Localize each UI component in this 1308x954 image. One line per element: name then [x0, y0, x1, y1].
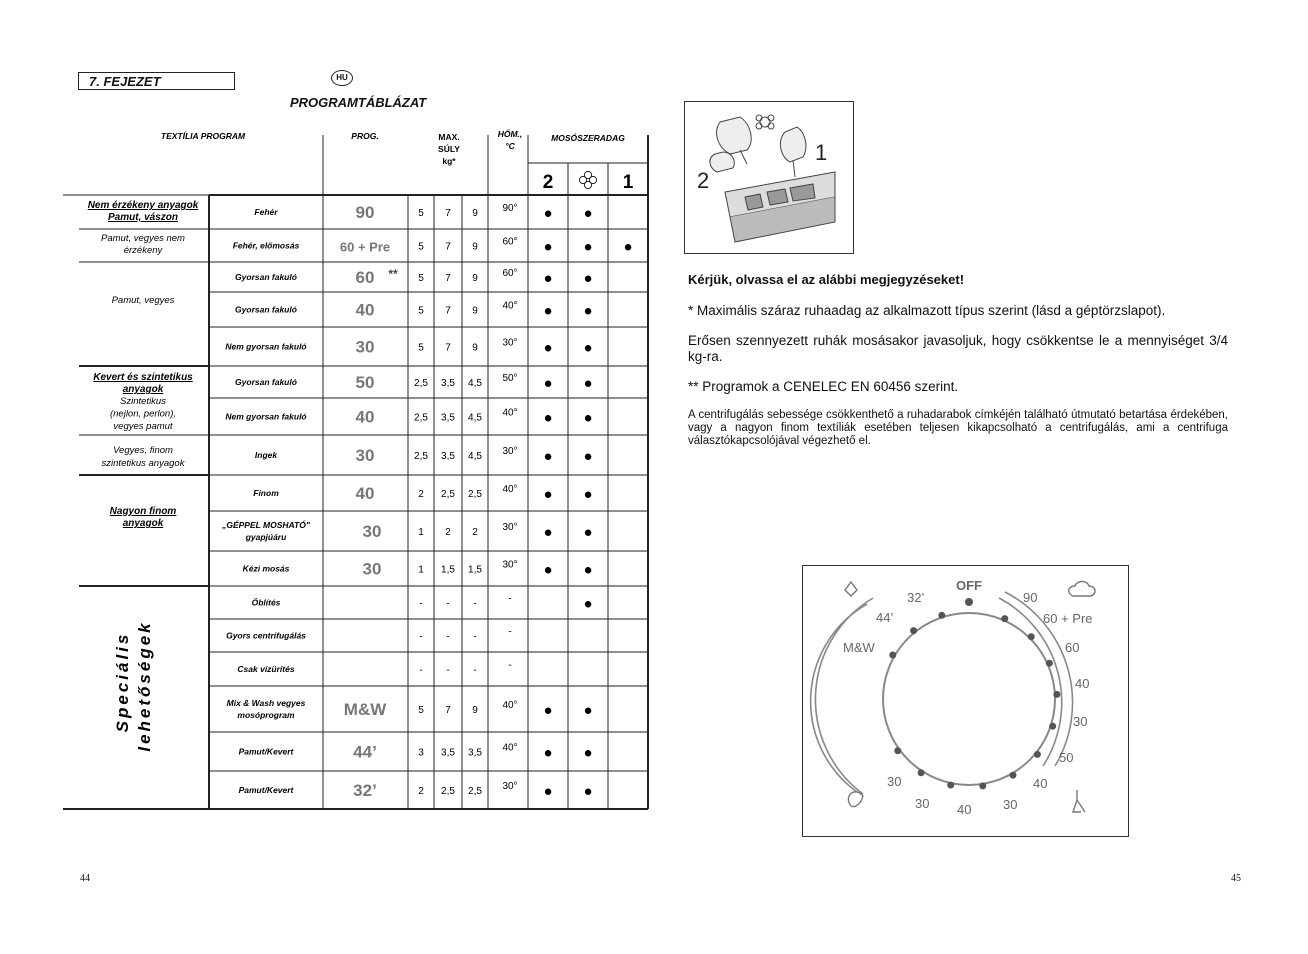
max-weight: 7 [445, 342, 451, 354]
table-title: PROGRAMTÁBLÁZAT [290, 95, 427, 110]
note-heavily-soiled: Erősen szennyezett ruhák mosásakor javasoljuk, hogy csökkentse le a mennyiséget 3/4 kg-ra. [688, 333, 1228, 364]
group-label: Pamut, vegyes [111, 295, 175, 306]
group-label: érzékeny [123, 245, 163, 256]
detergent-dot: ● [583, 270, 593, 287]
temperature: 30° [502, 559, 518, 571]
dial-program-label: 40 [957, 802, 972, 817]
detergent-dot: ● [583, 486, 593, 503]
detergent-dot: ● [583, 524, 593, 541]
group-label-special: Speciális [113, 631, 132, 733]
detergent-dot: ● [543, 238, 553, 256]
temperature: 90° [502, 203, 518, 214]
program-number: 32’ [353, 781, 377, 800]
max-weight: - [419, 665, 423, 676]
max-weight: - [473, 598, 477, 610]
program-name: Nem gyorsan fakuló [225, 411, 307, 422]
temperature: - [508, 593, 512, 605]
program-number: 30 [362, 522, 382, 541]
max-weight: 7 [445, 705, 451, 716]
dial-program-label: 44’ [876, 610, 894, 625]
program-name: Pamut/Kevert [238, 746, 294, 757]
group-label: anyagok [122, 384, 164, 395]
note-spin-speed: A centrifugálás sebessége csökkenthető a ruhadarabok címkéjén található útmutató betartása érdekében, vagy a nagyon finom textíliák esetében teljesen kikapcsolható a centrifugálás, ami a centrifuga választókapcsolójával végezhető el. [688, 409, 1228, 447]
max-weight: 4,5 [468, 412, 482, 424]
detergent-dot: ● [583, 409, 593, 427]
group-label: szintetikus anyagok [101, 458, 185, 469]
dial-position-dot [1046, 660, 1053, 667]
detergent-dot: ● [583, 205, 593, 222]
program-name: Gyorsan fakuló [235, 272, 297, 282]
max-weight: 2,5 [414, 412, 428, 424]
max-weight: 4,5 [468, 451, 482, 462]
max-weight: 2 [418, 489, 424, 500]
dial-program-label: 40 [1033, 776, 1048, 791]
program-number: 30 [355, 337, 375, 357]
max-weight: 7 [445, 208, 451, 219]
detergent-dot: ● [583, 448, 593, 465]
detergent-dot: ● [583, 302, 593, 320]
temperature: 30° [502, 446, 518, 457]
max-weight: 5 [418, 273, 424, 284]
detergent-dot: ● [543, 744, 553, 762]
note-max-load: * Maximális száraz ruhaadag az alkalmazott típus szerint (lásd a géptörzslapot). [688, 303, 1166, 318]
max-weight: 3 [418, 747, 424, 759]
notes-heading: Kérjük, olvassa el az alábbi megjegyzéseket! [688, 272, 965, 287]
header-detergent: MOSÓSZERADAG [551, 133, 625, 143]
temperature: 40° [502, 700, 518, 711]
temperature: 50° [502, 373, 518, 384]
temperature: 40° [502, 300, 518, 312]
program-selector-dial [802, 565, 1129, 837]
max-weight: 1 [418, 564, 424, 576]
dial-position-dot [894, 747, 901, 754]
prewash-icon [845, 582, 857, 596]
detergent-dot: ● [543, 375, 553, 392]
max-weight: 7 [445, 305, 451, 317]
max-weight: 2,5 [468, 489, 482, 500]
program-number: 60 + Pre [339, 239, 391, 255]
program-name: mosóprogram [237, 710, 295, 720]
max-weight: - [446, 631, 450, 643]
group-label-special: lehetőségek [135, 620, 154, 752]
detergent-dot: ● [543, 205, 553, 222]
group-label: Vegyes, finom [113, 445, 173, 456]
dispenser-label-1: 1 [815, 140, 828, 165]
header-temp: °C [505, 141, 515, 151]
dial-off-label: OFF [956, 578, 982, 593]
dial-position-dot [1049, 723, 1056, 730]
program-number: M&W [343, 700, 387, 719]
max-weight: 9 [472, 208, 478, 219]
max-weight: 5 [418, 305, 424, 317]
group-label: Pamut, vegyes nem [101, 233, 185, 244]
detergent-dot: ● [543, 783, 553, 800]
group-label: Nagyon finom [109, 506, 177, 517]
dial-program-label: M&W [843, 640, 875, 655]
max-weight: 3,5 [441, 412, 455, 424]
program-name: Finom [253, 488, 279, 498]
leaf-icon [848, 792, 863, 807]
temperature: - [508, 626, 512, 638]
max-weight: 2 [418, 786, 424, 797]
detergent-dot: ● [583, 783, 593, 800]
max-weight: 5 [418, 241, 424, 253]
detergent-dot: ● [543, 339, 553, 357]
temperature: 60° [502, 268, 518, 279]
flask-icon [1073, 790, 1085, 812]
max-weight: 2 [472, 527, 478, 538]
notes-section [688, 272, 1228, 462]
dial-program-label: 30 [915, 796, 930, 811]
group-label: Kevert és szintetikus [93, 372, 193, 383]
detergent-dot: ● [583, 744, 593, 762]
detergent-dot: ● [583, 561, 593, 579]
max-weight: - [419, 598, 423, 610]
program-number: 40 [355, 407, 375, 427]
detergent-dot: ● [543, 486, 553, 503]
group-label: vegyes pamut [113, 421, 173, 432]
max-weight: 2,5 [414, 378, 428, 389]
detergent-dot: ● [583, 375, 593, 392]
max-weight: 9 [472, 705, 478, 716]
temperature: - [508, 660, 512, 671]
flower-icon [579, 171, 596, 188]
dial-program-label: 30 [1073, 714, 1088, 729]
dial-position-dot [979, 782, 986, 789]
dial-program-label: 60 [1065, 640, 1080, 655]
program-name: Pamut/Kevert [238, 785, 294, 795]
program-name: Ingek [254, 450, 278, 460]
page-number-right: 45 [1231, 873, 1241, 884]
max-weight: 3,5 [468, 747, 482, 759]
program-name: gyapjúáru [245, 532, 287, 542]
group-label: anyagok [122, 518, 164, 529]
detergent-dot: ● [623, 238, 633, 256]
max-weight: 2,5 [441, 786, 455, 797]
temperature: 40° [502, 484, 518, 495]
detergent-dot: ● [543, 702, 553, 719]
max-weight: 3,5 [441, 378, 455, 389]
program-name: Nem gyorsan fakuló [225, 341, 307, 352]
dial-position-dot [918, 769, 925, 776]
dial-position-dot [889, 652, 896, 659]
max-weight: 5 [418, 208, 424, 219]
detergent-dot: ● [543, 561, 553, 579]
program-name: Gyorsan fakuló [235, 377, 297, 387]
max-weight: 1,5 [441, 564, 455, 576]
program-number: 50 [355, 373, 375, 392]
program-name: „GÉPPEL MOSHATÓ" [222, 520, 310, 530]
dial-position-dot [1001, 615, 1008, 622]
header-textile: TEXTÍLIA PROGRAM [160, 131, 246, 141]
program-name: Mix & Wash vegyes [226, 698, 306, 708]
language-badge: HU [331, 70, 353, 86]
dial-program-label: 32’ [907, 590, 925, 605]
note-cenelec: ** Programok a CENELEC EN 60456 szerint. [688, 379, 959, 394]
program-name: Fehér [254, 207, 278, 217]
program-number: 44’ [353, 742, 377, 762]
temperature: 60° [502, 236, 518, 248]
dial-program-label: 90 [1023, 590, 1038, 605]
detergent-dot: ● [583, 238, 593, 256]
max-weight: 9 [472, 342, 478, 354]
max-weight: 9 [472, 273, 478, 284]
temperature: 30° [502, 337, 518, 349]
detergent-dot: ● [583, 595, 593, 613]
header-prog: PROG. [351, 131, 379, 141]
group-label: Pamut, vászon [107, 212, 179, 223]
program-footnote-mark: ** [388, 267, 398, 281]
group-label: Nem érzékeny anyagok [87, 200, 199, 211]
group-label: Szintetikus [120, 396, 166, 407]
program-number: 60 [355, 268, 375, 287]
max-weight: - [473, 665, 477, 676]
max-weight: 5 [418, 342, 424, 354]
max-weight: 2 [445, 527, 451, 538]
dial-program-label: 50 [1059, 750, 1074, 765]
program-number: 40 [355, 300, 375, 320]
program-name: Kézi mosás [242, 563, 290, 574]
max-weight: 2,5 [441, 489, 455, 500]
max-weight: 7 [445, 273, 451, 284]
max-weight: 7 [445, 241, 451, 253]
detergent-dot: ● [543, 448, 553, 465]
program-table [0, 0, 660, 820]
dial-position-dot [1034, 751, 1041, 758]
page-number-left: 44 [80, 873, 90, 884]
program-number: 90 [355, 203, 375, 222]
dial-program-label: 40 [1075, 676, 1090, 691]
program-name: Gyorsan fakuló [235, 304, 297, 315]
max-weight: 2,5 [468, 786, 482, 797]
header-max: MAX. [438, 132, 460, 142]
max-weight: 1 [418, 527, 424, 538]
header-max: SÚLY [438, 144, 460, 154]
max-weight: 2,5 [414, 451, 428, 462]
dial-position-dot [1010, 772, 1017, 779]
dial-program-label: 60 + Pre [1043, 611, 1093, 626]
dial-program-label: 30 [887, 774, 902, 789]
temperature: 30° [502, 781, 518, 792]
header-compartment-2: 2 [542, 172, 554, 193]
dial-program-label: 30 [1003, 797, 1018, 812]
program-name: Csak vízürítés [237, 664, 295, 674]
max-weight: - [473, 631, 477, 643]
dial-position-dot [947, 782, 954, 789]
dial-position-dot [1028, 633, 1035, 640]
dial-position-dot [938, 612, 945, 619]
detergent-dot: ● [583, 339, 593, 357]
detergent-dot: ● [543, 270, 553, 287]
detergent-dot: ● [543, 409, 553, 427]
dispenser-label-2: 2 [697, 168, 710, 193]
max-weight: - [446, 598, 450, 610]
program-name: Öblítés [251, 597, 281, 608]
header-compartment-1: 1 [622, 172, 634, 193]
program-name: Gyors centrifugálás [226, 630, 306, 641]
max-weight: 1,5 [468, 564, 482, 576]
dial-position-dot [910, 627, 917, 634]
group-label: (nejlon, perlon), [109, 408, 177, 420]
program-name: Fehér, előmosás [232, 240, 300, 251]
detergent-dispenser-illustration [684, 101, 854, 254]
max-weight: 9 [472, 305, 478, 317]
max-weight: 3,5 [441, 747, 455, 759]
header-temp: HŐM., [497, 129, 523, 139]
max-weight: 5 [418, 705, 424, 716]
cloud-icon [1069, 582, 1095, 597]
max-weight: 3,5 [441, 451, 455, 462]
temperature: 40° [502, 407, 518, 419]
program-number: 40 [355, 484, 375, 503]
detergent-dot: ● [543, 302, 553, 320]
max-weight: - [446, 665, 450, 676]
temperature: 30° [502, 522, 518, 533]
header-max: kg* [442, 156, 456, 166]
program-number: 30 [355, 446, 375, 465]
detergent-dot: ● [583, 702, 593, 719]
chapter-heading: 7. FEJEZET [78, 72, 235, 90]
temperature: 40° [502, 742, 518, 754]
max-weight: 9 [472, 241, 478, 253]
max-weight: 4,5 [468, 378, 482, 389]
detergent-dot: ● [543, 524, 553, 541]
program-number: 30 [362, 559, 382, 579]
dial-position-dot [1053, 691, 1060, 698]
max-weight: - [419, 631, 423, 643]
